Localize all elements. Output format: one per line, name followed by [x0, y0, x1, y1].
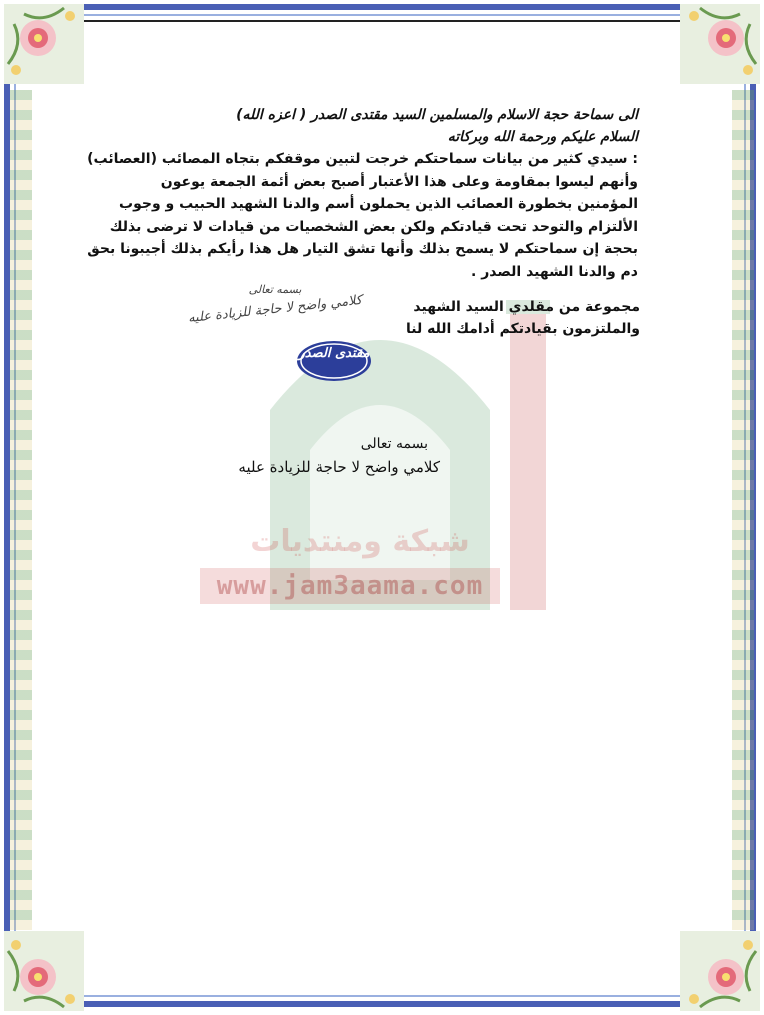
handwritten-text: كلامي واضح لا حاجة للزيادة عليه: [187, 292, 363, 327]
top-rule: [40, 20, 740, 22]
signature-line: مجموعة من مقلدي السيد الشهيد: [413, 299, 640, 315]
corner-ornament-icon: [680, 4, 760, 84]
letter-paragraph-line: وأنهم ليسوا بمقاومة وعلى هذا الأعتبار أصبح بعض أئمة الجمعة يوعون: [160, 173, 638, 190]
letter-signature: [405, 296, 640, 340]
signature-line: والملتزمون بقيادتكم أدامك الله لنا: [405, 321, 640, 337]
watermark-site: www.jam3aama.com: [200, 568, 500, 604]
right-vine-ornament: [732, 90, 754, 930]
handwritten-basmala: بسمه تعالى: [248, 283, 302, 296]
handwritten-reply: [175, 283, 375, 333]
typed-basmala: بسمه تعالى: [360, 436, 428, 452]
letter-salutation: الى سماحة حجة الاسلام والمسلمين السيد مقتدى الصدر ( اعزه الله): [236, 107, 638, 123]
typed-reply: [190, 436, 440, 476]
letter-paragraph-line: : سيدي كثير من بيانات سماحتكم خرجت لتبين موقفكم بتجاه المصائب (العصائب): [87, 151, 638, 167]
letter-paragraph-line: بحجة إن سماحتكم لا يسمح بذلك وأنها تشق التيار هل هذا رأيكم بذلك أجيبونا بحق: [87, 241, 638, 257]
letter-paragraph-line: الألتزام والتوحد تحت قيادتكم ولكن بعض الشخصيات من قيادات لا ترضى بذلك: [109, 218, 638, 235]
corner-ornament-icon: [680, 931, 760, 1011]
typed-text: كلامي واضح لا حاجة للزيادة عليه: [238, 458, 440, 476]
letter-paragraph-line: دم والدنا الشهيد الصدر .: [471, 263, 638, 280]
letter-paragraph-line: المؤمنين بخطورة العصائب الذين يحملون أسم والدنا الشهيد الحبيب و وجوب: [119, 196, 638, 212]
letter-body: [87, 104, 638, 283]
left-vine-ornament: [10, 90, 32, 930]
letter-greeting: السلام عليكم ورحمة الله وبركاته: [447, 129, 638, 145]
seal-text: مقتدى الصدر: [298, 346, 370, 361]
corner-ornament-icon: [4, 4, 84, 84]
watermark-arabic: شبكة ومنتديات: [250, 524, 470, 559]
corner-ornament-icon: [4, 931, 84, 1011]
